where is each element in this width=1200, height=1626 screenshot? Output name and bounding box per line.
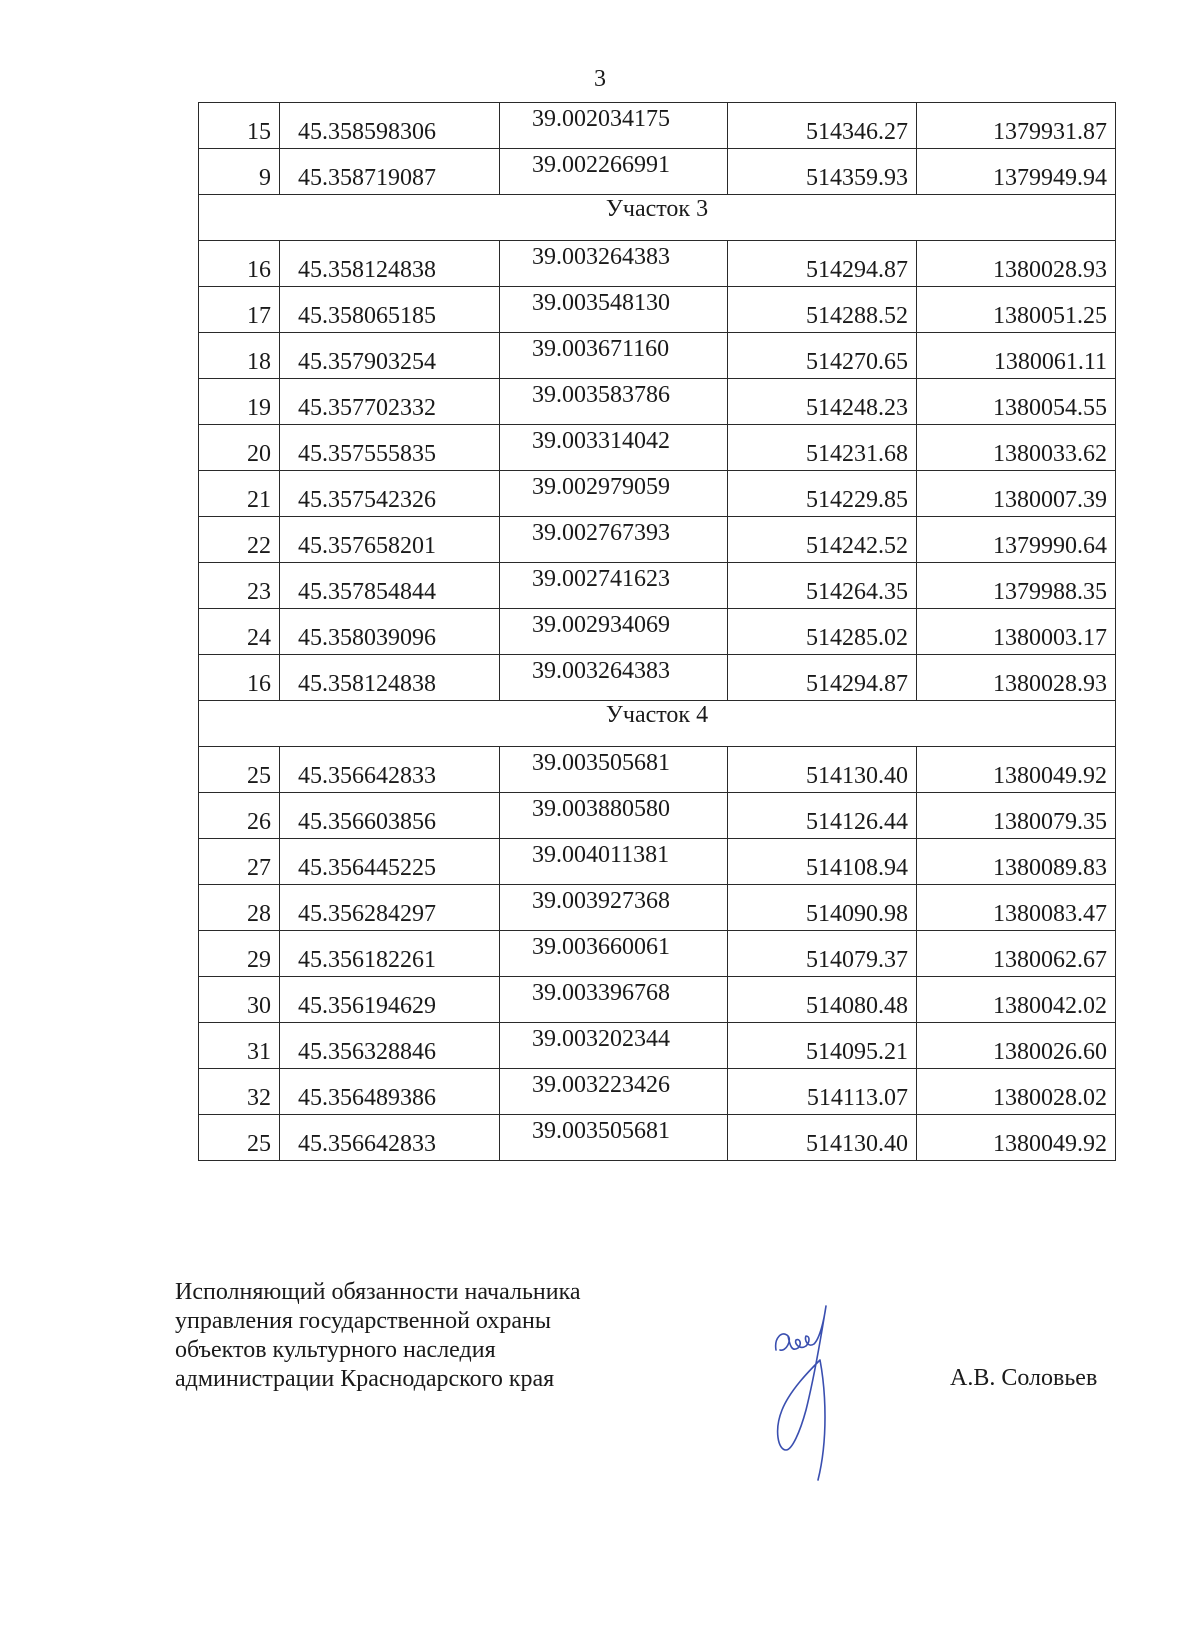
- table-row: [199, 333, 1116, 379]
- x-coordinate-cell: 514248.23: [728, 379, 917, 425]
- longitude-cell: 39.002266991: [500, 149, 728, 195]
- y-coordinate-cell: 1380083.47: [917, 885, 1116, 931]
- y-coordinate-cell: 1380003.17: [917, 609, 1116, 655]
- y-coordinate-cell: 1380062.67: [917, 931, 1116, 977]
- table-row: [199, 931, 1116, 977]
- y-coordinate-cell: 1380079.35: [917, 793, 1116, 839]
- y-coordinate-cell: 1380028.02: [917, 1069, 1116, 1115]
- point-number-cell: 32: [199, 1069, 280, 1115]
- x-coordinate-cell: 514285.02: [728, 609, 917, 655]
- longitude-cell: 39.002034175: [500, 103, 728, 149]
- table-row: [199, 885, 1116, 931]
- table-row: [199, 149, 1116, 195]
- point-number-cell: 16: [199, 241, 280, 287]
- latitude-cell: 45.358598306: [280, 103, 500, 149]
- table-row: [199, 1069, 1116, 1115]
- y-coordinate-cell: 1380028.93: [917, 241, 1116, 287]
- latitude-cell: 45.356182261: [280, 931, 500, 977]
- longitude-cell: 39.003264383: [500, 241, 728, 287]
- longitude-cell: 39.004011381: [500, 839, 728, 885]
- x-coordinate-cell: 514294.87: [728, 655, 917, 701]
- y-coordinate-cell: 1380026.60: [917, 1023, 1116, 1069]
- longitude-cell: 39.003660061: [500, 931, 728, 977]
- x-coordinate-cell: 514264.35: [728, 563, 917, 609]
- longitude-cell: 39.003202344: [500, 1023, 728, 1069]
- point-number-cell: 22: [199, 517, 280, 563]
- longitude-cell: 39.003505681: [500, 747, 728, 793]
- signer-position: [175, 1278, 581, 1394]
- section-label: Участок 3: [199, 195, 1116, 241]
- table-row: [199, 609, 1116, 655]
- latitude-cell: 45.356284297: [280, 885, 500, 931]
- longitude-cell: 39.003223426: [500, 1069, 728, 1115]
- table-row: [199, 241, 1116, 287]
- longitude-cell: 39.003396768: [500, 977, 728, 1023]
- y-coordinate-cell: 1380054.55: [917, 379, 1116, 425]
- x-coordinate-cell: 514108.94: [728, 839, 917, 885]
- x-coordinate-cell: 514229.85: [728, 471, 917, 517]
- section-row: [199, 701, 1116, 747]
- latitude-cell: 45.356489386: [280, 1069, 500, 1115]
- longitude-cell: 39.003314042: [500, 425, 728, 471]
- longitude-cell: 39.003548130: [500, 287, 728, 333]
- latitude-cell: 45.357555835: [280, 425, 500, 471]
- y-coordinate-cell: 1379931.87: [917, 103, 1116, 149]
- x-coordinate-cell: 514270.65: [728, 333, 917, 379]
- x-coordinate-cell: 514231.68: [728, 425, 917, 471]
- point-number-cell: 25: [199, 747, 280, 793]
- latitude-cell: 45.357854844: [280, 563, 500, 609]
- y-coordinate-cell: 1379990.64: [917, 517, 1116, 563]
- point-number-cell: 18: [199, 333, 280, 379]
- coordinates-table-body: [199, 103, 1116, 1161]
- signer-position-line: управления государственной охраны: [175, 1308, 551, 1334]
- longitude-cell: 39.002979059: [500, 471, 728, 517]
- longitude-cell: 39.003264383: [500, 655, 728, 701]
- point-number-cell: 17: [199, 287, 280, 333]
- x-coordinate-cell: 514130.40: [728, 747, 917, 793]
- x-coordinate-cell: 514095.21: [728, 1023, 917, 1069]
- table-row: [199, 839, 1116, 885]
- point-number-cell: 30: [199, 977, 280, 1023]
- latitude-cell: 45.357542326: [280, 471, 500, 517]
- section-label: Участок 4: [199, 701, 1116, 747]
- latitude-cell: 45.357903254: [280, 333, 500, 379]
- table-row: [199, 517, 1116, 563]
- x-coordinate-cell: 514090.98: [728, 885, 917, 931]
- table-row: [199, 793, 1116, 839]
- table-row: [199, 379, 1116, 425]
- handwritten-signature: [770, 1300, 870, 1485]
- table-row: [199, 287, 1116, 333]
- y-coordinate-cell: 1380042.02: [917, 977, 1116, 1023]
- point-number-cell: 23: [199, 563, 280, 609]
- longitude-cell: 39.003927368: [500, 885, 728, 931]
- signer-position-line: Исполняющий обязанности начальника: [175, 1279, 581, 1305]
- table-row: [199, 1115, 1116, 1161]
- page-number: 3: [594, 66, 606, 92]
- x-coordinate-cell: 514130.40: [728, 1115, 917, 1161]
- x-coordinate-cell: 514126.44: [728, 793, 917, 839]
- x-coordinate-cell: 514359.93: [728, 149, 917, 195]
- table-row: [199, 563, 1116, 609]
- x-coordinate-cell: 514242.52: [728, 517, 917, 563]
- x-coordinate-cell: 514113.07: [728, 1069, 917, 1115]
- longitude-cell: 39.003583786: [500, 379, 728, 425]
- x-coordinate-cell: 514080.48: [728, 977, 917, 1023]
- y-coordinate-cell: 1379949.94: [917, 149, 1116, 195]
- x-coordinate-cell: 514079.37: [728, 931, 917, 977]
- latitude-cell: 45.358039096: [280, 609, 500, 655]
- table-row: [199, 747, 1116, 793]
- table-row: [199, 103, 1116, 149]
- point-number-cell: 26: [199, 793, 280, 839]
- latitude-cell: 45.356642833: [280, 747, 500, 793]
- latitude-cell: 45.357658201: [280, 517, 500, 563]
- latitude-cell: 45.358124838: [280, 655, 500, 701]
- table-row: [199, 425, 1116, 471]
- point-number-cell: 25: [199, 1115, 280, 1161]
- point-number-cell: 15: [199, 103, 280, 149]
- longitude-cell: 39.003671160: [500, 333, 728, 379]
- signer-name: А.В. Соловьев: [950, 1365, 1098, 1391]
- point-number-cell: 21: [199, 471, 280, 517]
- point-number-cell: 24: [199, 609, 280, 655]
- table-row: [199, 471, 1116, 517]
- point-number-cell: 27: [199, 839, 280, 885]
- point-number-cell: 31: [199, 1023, 280, 1069]
- y-coordinate-cell: 1380051.25: [917, 287, 1116, 333]
- x-coordinate-cell: 514288.52: [728, 287, 917, 333]
- y-coordinate-cell: 1380049.92: [917, 1115, 1116, 1161]
- point-number-cell: 20: [199, 425, 280, 471]
- longitude-cell: 39.002741623: [500, 563, 728, 609]
- signer-position-line: администрации Краснодарского края: [175, 1366, 555, 1392]
- point-number-cell: 29: [199, 931, 280, 977]
- y-coordinate-cell: 1379988.35: [917, 563, 1116, 609]
- latitude-cell: 45.356194629: [280, 977, 500, 1023]
- y-coordinate-cell: 1380061.11: [917, 333, 1116, 379]
- x-coordinate-cell: 514294.87: [728, 241, 917, 287]
- latitude-cell: 45.356328846: [280, 1023, 500, 1069]
- point-number-cell: 28: [199, 885, 280, 931]
- x-coordinate-cell: 514346.27: [728, 103, 917, 149]
- point-number-cell: 9: [199, 149, 280, 195]
- section-row: [199, 195, 1116, 241]
- longitude-cell: 39.002767393: [500, 517, 728, 563]
- table-row: [199, 1023, 1116, 1069]
- latitude-cell: 45.357702332: [280, 379, 500, 425]
- longitude-cell: 39.003505681: [500, 1115, 728, 1161]
- latitude-cell: 45.356603856: [280, 793, 500, 839]
- latitude-cell: 45.358124838: [280, 241, 500, 287]
- table-row: [199, 655, 1116, 701]
- latitude-cell: 45.356445225: [280, 839, 500, 885]
- point-number-cell: 19: [199, 379, 280, 425]
- table-row: [199, 977, 1116, 1023]
- latitude-cell: 45.358719087: [280, 149, 500, 195]
- longitude-cell: 39.003880580: [500, 793, 728, 839]
- coordinates-table: [198, 102, 1116, 1161]
- signer-position-line: объектов культурного наследия: [175, 1337, 496, 1363]
- longitude-cell: 39.002934069: [500, 609, 728, 655]
- y-coordinate-cell: 1380049.92: [917, 747, 1116, 793]
- point-number-cell: 16: [199, 655, 280, 701]
- y-coordinate-cell: 1380089.83: [917, 839, 1116, 885]
- latitude-cell: 45.356642833: [280, 1115, 500, 1161]
- latitude-cell: 45.358065185: [280, 287, 500, 333]
- y-coordinate-cell: 1380033.62: [917, 425, 1116, 471]
- y-coordinate-cell: 1380028.93: [917, 655, 1116, 701]
- y-coordinate-cell: 1380007.39: [917, 471, 1116, 517]
